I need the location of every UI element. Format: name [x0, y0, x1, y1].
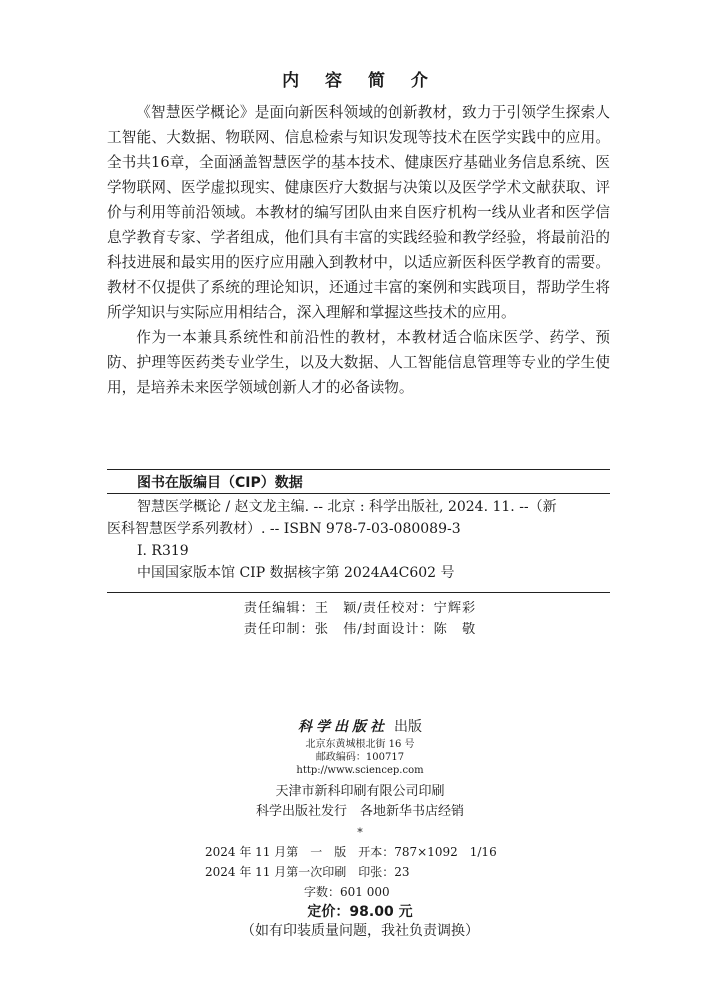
publisher-line [0, 716, 720, 736]
publisher-website: http://www.sciencep.com [296, 765, 424, 776]
cip-heading-rule [107, 493, 610, 494]
publisher-suffix: 出版 [394, 719, 422, 735]
edition-line: 2024 年 11 月第 一 版 开本：787×1092 1/16 [205, 845, 497, 859]
cip-line-2: 医科智慧医学系列教材）. -- ISBN 978-7-03-080089-3 [107, 521, 461, 537]
cip-record [107, 496, 610, 584]
separator-asterisk: * [357, 826, 363, 839]
staff-line-2: 责任印制：张 伟/封面设计：陈 敬 [243, 622, 477, 637]
print-line: 2024 年 11 月第一次印刷 印张：23 [205, 865, 410, 879]
publisher-logo: 科学出版社 [298, 719, 388, 735]
cip-line-1: 智慧医学概论 / 赵文龙主编. -- 北京 : 科学出版社, 2024. 11. --（新 [137, 499, 557, 515]
intro-text [107, 100, 610, 400]
cip-line-3: Ⅰ. R319 [137, 543, 189, 559]
cip-top-rule [107, 469, 610, 470]
staff-credits [0, 598, 720, 640]
cip-bottom-rule [107, 592, 610, 593]
publisher-address: 北京东黄城根北街 16 号 [305, 739, 415, 750]
word-count: 字数：601 000 [304, 885, 390, 899]
printing-block [0, 782, 720, 822]
publisher-address-block [0, 738, 720, 777]
intro-paragraph-1: 《智慧医学概论》是面向新医科领域的创新教材，致力于引领学生探索人工智能、大数据、物联网、信息检索与知识发现等技术在医学实践中的应用。全书共16章，全面涵盖智慧医学的基本技术、健康医疗基础业务信息系统、医学物联网、医学虚拟现实、健康医疗大数据与决策以及医学学术文献获取、评价与利用等前沿领域。本教材的编写团队由来自医疗机构一线从业者和医学信息学教育专家、学者组成，他们具有丰富的实践经验和教学经验，将最前沿的科技进展和最实用的医疗应用融入到教材中，以适应新医科医学教育的需要。教材不仅提供了系统的理论知识，还通过丰富的案例和实践项目，帮助学生将所学知识与实际应用相结合，深入理解和掌握这些技术的应用。 [107, 104, 610, 321]
publisher-postcode: 邮政编码：100717 [315, 752, 405, 763]
intro-paragraph-2: 作为一本兼具系统性和前沿性的教材，本教材适合临床医学、药学、预防、护理等医药类专业学生，以及大数据、人工智能信息管理等专业的学生使用，是培养未来医学领域创新人才的必备读物。 [107, 329, 610, 396]
cip-line-4: 中国国家版本馆 CIP 数据核字第 2024A4C602 号 [137, 565, 455, 581]
cip-heading: 图书在版编目（CIP）数据 [137, 475, 303, 491]
price: 定价：98.00 元 [307, 904, 413, 920]
printer-name: 天津市新科印刷有限公司印刷 [275, 784, 445, 799]
edition-block [205, 842, 497, 902]
quality-notice: （如有印装质量问题，我社负责调换） [241, 923, 479, 939]
staff-line-1: 责任编辑：王 颖/责任校对：宁辉彩 [243, 601, 477, 616]
distribution-info: 科学出版社发行 各地新华书店经销 [255, 804, 464, 819]
page-title: 内 容 简 介 [282, 71, 438, 91]
